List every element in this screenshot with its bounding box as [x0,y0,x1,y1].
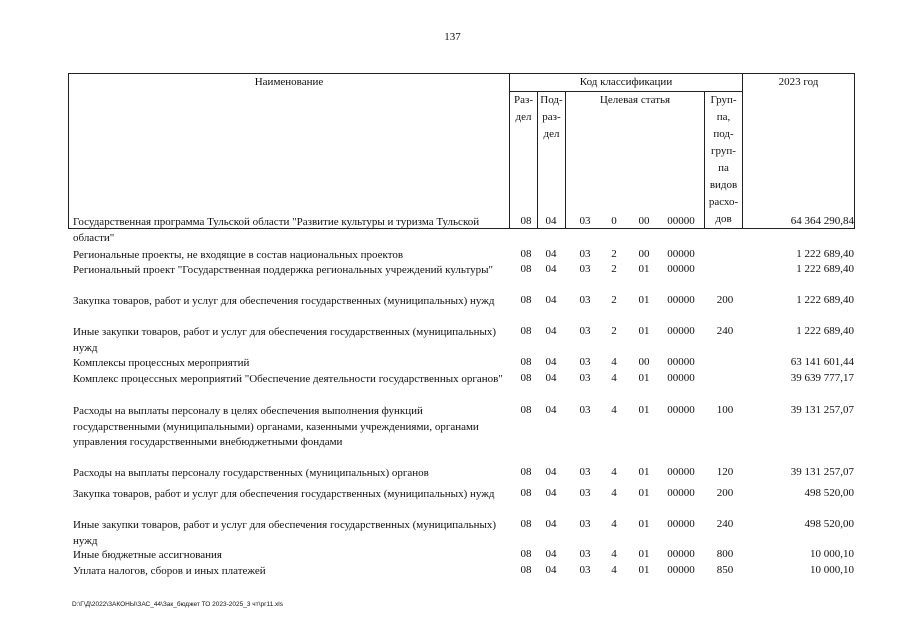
podrazdel-cell: 04 [545,294,557,306]
table-header [68,73,855,229]
cs-item-cell: 01 [638,564,650,576]
amount-cell: 1 222 689,40 [796,263,854,275]
header-subsection: Под- раз- дел [538,92,566,229]
amount-cell: 498 520,00 [804,518,854,530]
header-code: Код классификации [510,74,743,92]
amount-cell: 10 000,10 [810,548,854,560]
cs-program-cell: 03 [579,294,591,306]
file-path-footer: D:\Г\Д\2022\ЗАКОНЫ\ЗАС_44\Зак_бюджет ТО 2023-2025_3 чт\рг11.xls [72,601,283,608]
cs-type-cell: 4 [611,404,617,416]
cs-direction-cell: 00000 [667,248,695,260]
cs-type-cell: 2 [611,325,617,337]
cs-type-cell: 0 [611,215,617,227]
row-name: Иные бюджетные ассигнования [73,549,222,561]
expense-type-cell: 120 [716,466,734,478]
razdel-cell: 08 [520,372,532,384]
razdel-cell: 08 [520,263,532,275]
cs-direction-cell: 00000 [667,356,695,368]
podrazdel-cell: 04 [545,215,557,227]
cs-type-cell: 4 [611,487,617,499]
page-number: 137 [444,31,461,43]
cs-item-cell: 00 [638,356,650,368]
razdel-cell: 08 [520,564,532,576]
cs-program-cell: 03 [579,548,591,560]
cs-item-cell: 01 [638,372,650,384]
cs-item-cell: 00 [638,248,650,260]
podrazdel-cell: 04 [545,263,557,275]
amount-cell: 39 639 777,17 [790,372,854,384]
podrazdel-cell: 04 [545,564,557,576]
cs-direction-cell: 00000 [667,404,695,416]
cs-program-cell: 03 [579,466,591,478]
expense-type-cell: 100 [716,404,734,416]
cs-direction-cell: 00000 [667,294,695,306]
expense-type-cell: 800 [716,548,734,560]
cs-program-cell: 03 [579,518,591,530]
cs-item-cell: 01 [638,518,650,530]
amount-cell: 1 222 689,40 [796,248,854,260]
cs-program-cell: 03 [579,564,591,576]
razdel-cell: 08 [520,294,532,306]
row-name: Расходы на выплаты персоналу государственных (муниципальных) органов [73,467,429,479]
cs-program-cell: 03 [579,263,591,275]
razdel-cell: 08 [520,356,532,368]
cs-program-cell: 03 [579,248,591,260]
cs-program-cell: 03 [579,487,591,499]
header-year: 2023 год [743,74,855,229]
cs-item-cell: 01 [638,263,650,275]
row-name: Расходы на выплаты персоналу в целях обеспечения выполнения функций государственными (муниципальными) органами, казенными учреждениями, органами управления государственными внебюджетными фондами [73,405,479,448]
header-target: Целевая статья [566,92,705,229]
row-name: Комплексы процессных мероприятий [73,357,250,369]
row-name: Иные закупки товаров, работ и услуг для обеспечения государственных (муниципальных) нужд [73,326,497,354]
cs-item-cell: 00 [638,215,650,227]
razdel-cell: 08 [520,325,532,337]
row-name: Иные закупки товаров, работ и услуг для обеспечения государственных (муниципальных) нужд [73,519,497,547]
amount-cell: 64 364 290,84 [790,215,854,227]
expense-type-cell: 850 [716,564,734,576]
podrazdel-cell: 04 [545,356,557,368]
razdel-cell: 08 [520,548,532,560]
amount-cell: 498 520,00 [804,487,854,499]
expense-type-cell: 200 [716,487,734,499]
amount-cell: 39 131 257,07 [790,466,854,478]
cs-type-cell: 2 [611,263,617,275]
expense-type-cell: 200 [716,294,734,306]
razdel-cell: 08 [520,215,532,227]
cs-program-cell: 03 [579,215,591,227]
row-name: Государственная программа Тульской области "Развитие культуры и туризма Тульской области" [73,216,480,244]
amount-cell: 1 222 689,40 [796,325,854,337]
podrazdel-cell: 04 [545,548,557,560]
cs-direction-cell: 00000 [667,372,695,384]
podrazdel-cell: 04 [545,518,557,530]
amount-cell: 1 222 689,40 [796,294,854,306]
header-section: Раз- дел [510,92,538,229]
cs-item-cell: 01 [638,466,650,478]
razdel-cell: 08 [520,404,532,416]
cs-item-cell: 01 [638,294,650,306]
cs-type-cell: 2 [611,248,617,260]
cs-direction-cell: 00000 [667,325,695,337]
podrazdel-cell: 04 [545,404,557,416]
podrazdel-cell: 04 [545,248,557,260]
cs-type-cell: 4 [611,548,617,560]
header-group: Груп- па, под- груп- па видов расхо- дов [705,92,743,229]
cs-type-cell: 4 [611,564,617,576]
expense-type-cell: 240 [716,325,734,337]
row-name: Закупка товаров, работ и услуг для обеспечения государственных (муниципальных) нужд [73,488,495,500]
row-name: Региональные проекты, не входящие в состав национальных проектов [73,249,404,261]
cs-program-cell: 03 [579,372,591,384]
header-name: Наименование [69,74,510,229]
row-name: Закупка товаров, работ и услуг для обеспечения государственных (муниципальных) нужд [73,295,495,307]
row-name: Региональный проект "Государственная поддержка региональных учреждений культуры" [73,264,494,276]
cs-type-cell: 4 [611,372,617,384]
cs-direction-cell: 00000 [667,487,695,499]
amount-cell: 63 141 601,44 [790,356,854,368]
cs-program-cell: 03 [579,356,591,368]
razdel-cell: 08 [520,248,532,260]
cs-item-cell: 01 [638,325,650,337]
podrazdel-cell: 04 [545,466,557,478]
podrazdel-cell: 04 [545,487,557,499]
cs-program-cell: 03 [579,404,591,416]
cs-direction-cell: 00000 [667,548,695,560]
razdel-cell: 08 [520,466,532,478]
cs-type-cell: 4 [611,466,617,478]
cs-type-cell: 4 [611,356,617,368]
expense-type-cell: 240 [716,518,734,530]
cs-direction-cell: 00000 [667,564,695,576]
amount-cell: 39 131 257,07 [790,404,854,416]
cs-direction-cell: 00000 [667,215,695,227]
cs-direction-cell: 00000 [667,518,695,530]
cs-item-cell: 01 [638,404,650,416]
cs-direction-cell: 00000 [667,466,695,478]
podrazdel-cell: 04 [545,372,557,384]
cs-type-cell: 4 [611,518,617,530]
razdel-cell: 08 [520,487,532,499]
cs-program-cell: 03 [579,325,591,337]
amount-cell: 10 000,10 [810,564,854,576]
cs-type-cell: 2 [611,294,617,306]
row-name: Комплекс процессных мероприятий "Обеспечение деятельности государственных органов" [73,373,503,385]
row-name: Уплата налогов, сборов и иных платежей [73,565,266,577]
podrazdel-cell: 04 [545,325,557,337]
cs-item-cell: 01 [638,487,650,499]
razdel-cell: 08 [520,518,532,530]
cs-direction-cell: 00000 [667,263,695,275]
cs-item-cell: 01 [638,548,650,560]
